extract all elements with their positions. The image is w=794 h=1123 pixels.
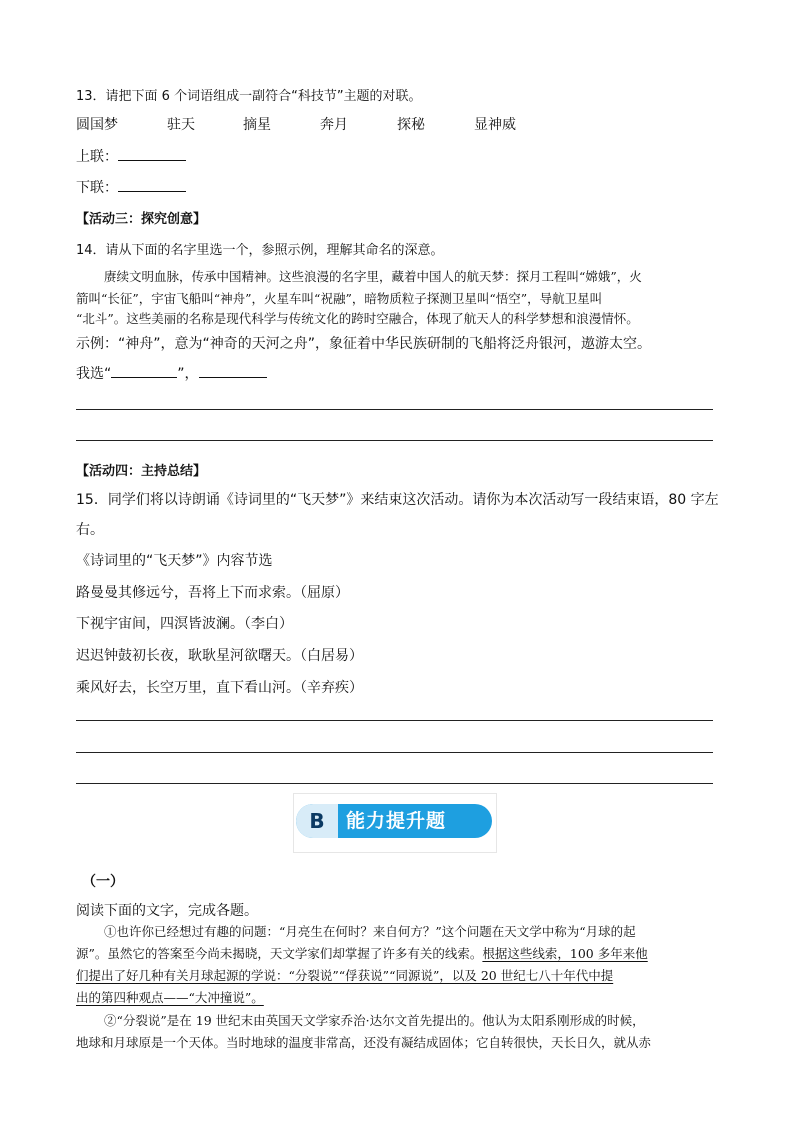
answer-line[interactable] xyxy=(76,409,713,410)
q13-stem: 13．请把下面 6 个词语组成一副符合“科技节”主题的对联。 xyxy=(76,89,422,104)
word-item: 显神威 xyxy=(474,117,516,133)
reading-p2-line: ②“分裂说”是在 19 世纪末由英国天文学家乔治·达尔文首先提出的。他认为太阳系刚形成的时候， xyxy=(104,1013,645,1028)
word-item: 奔月 xyxy=(320,117,348,133)
reading-p1-underlined-line: 们提出了好几种有关月球起源的学说：“分裂说”“俘获说”“同源说”，以及 20 世纪七八十年代中提 xyxy=(76,968,614,983)
q14-example: 示例：“神舟”，意为“神奇的天河之舟”，象征着中华民族研制的飞船将泛舟银河，遨游太空。 xyxy=(76,336,652,352)
reading-p2-line: 地球和月球原是一个天体。当时地球的温度非常高，还没有凝结成固体；它自转很快，天长日久，就从赤 xyxy=(76,1035,652,1050)
choice-name-blank[interactable] xyxy=(111,363,177,378)
answer-line[interactable] xyxy=(76,752,713,753)
poem-line: 乘风好去，长空万里，直下看山河。（辛弃疾） xyxy=(76,680,363,696)
lower-couplet-label: 下联： xyxy=(76,180,118,196)
upper-couplet-blank[interactable] xyxy=(118,146,186,161)
q14-passage-line: “北斗”。这些美丽的名称是现代科学与传统文化的跨时空融合，体现了航天人的科学梦想和浪漫情怀。 xyxy=(76,311,639,326)
q15-stem: 15．同学们将以诗朗诵《诗词里的“飞天梦”》来结束这次活动。请你为本次活动写一段结束语，80 字左 xyxy=(76,492,719,508)
reading-p1-text: 源”。虽然它的答案至今尚未揭晓，天文学家们却掌握了许多有关的线索。 xyxy=(76,946,483,961)
word-item: 驻天 xyxy=(167,117,195,133)
activity4-heading: 【活动四：主持总结】 xyxy=(76,464,207,479)
q14-passage-line: 箭叫“长征”，宇宙飞船叫“神舟”，火星车叫“祝融”，暗物质粒子探测卫星叫“悟空”，导航卫星叫 xyxy=(76,291,603,306)
reading-p1-line xyxy=(76,944,648,962)
answer-line[interactable] xyxy=(76,720,713,721)
lower-couplet xyxy=(76,177,186,197)
word-item: 圆国梦 xyxy=(76,117,118,133)
reading-section-number: （一） xyxy=(82,874,124,890)
q14-passage-line: 赓续文明血脉，传承中国精神。这些浪漫的名字里，藏着中国人的航天梦：探月工程叫“嫦娥”，火 xyxy=(104,269,642,284)
banner-title: 能力提升题 xyxy=(346,810,447,832)
banner-letter-badge: B xyxy=(296,804,338,838)
answer-line[interactable] xyxy=(76,783,713,784)
section-banner xyxy=(294,794,496,852)
lower-couplet-blank[interactable] xyxy=(118,177,186,192)
reading-p1-underlined-line: 出的第四种观点——“大冲撞说”。 xyxy=(76,990,264,1005)
poem-line: 路曼曼其修远兮，吾将上下而求索。（屈原） xyxy=(76,585,349,601)
choice-meaning-blank[interactable] xyxy=(199,363,267,378)
q14-choice xyxy=(76,363,267,383)
answer-line[interactable] xyxy=(76,440,713,441)
upper-couplet xyxy=(76,146,186,166)
q15-stem-cont: 右。 xyxy=(76,522,104,538)
poem-line: 迟迟钟鼓初长夜，耿耿星河欲曙天。（白居易） xyxy=(76,648,363,664)
activity3-heading: 【活动三：探究创意】 xyxy=(76,212,207,227)
choice-prefix: 我选“ xyxy=(76,366,112,382)
q14-stem: 14．请从下面的名字里选一个，参照示例，理解其命名的深意。 xyxy=(76,243,444,258)
reading-instruction: 阅读下面的文字，完成各题。 xyxy=(76,903,258,919)
reading-p1-line: ①也许你已经想过有趣的问题：“月亮生在何时？来自何方？”这个问题在天文学中称为“月球的起 xyxy=(104,924,636,939)
choice-mid: ”， xyxy=(177,366,199,382)
word-item: 摘星 xyxy=(243,117,271,133)
word-item: 探秘 xyxy=(397,117,425,133)
poem-line: 下视宇宙间，四溟皆波澜。（李白） xyxy=(76,616,293,632)
upper-couplet-label: 上联： xyxy=(76,149,118,165)
reading-p1-underlined: 根据这些线索，100 多年来他 xyxy=(482,946,648,961)
excerpt-title: 《诗词里的“飞天梦”》内容节选 xyxy=(76,553,273,569)
